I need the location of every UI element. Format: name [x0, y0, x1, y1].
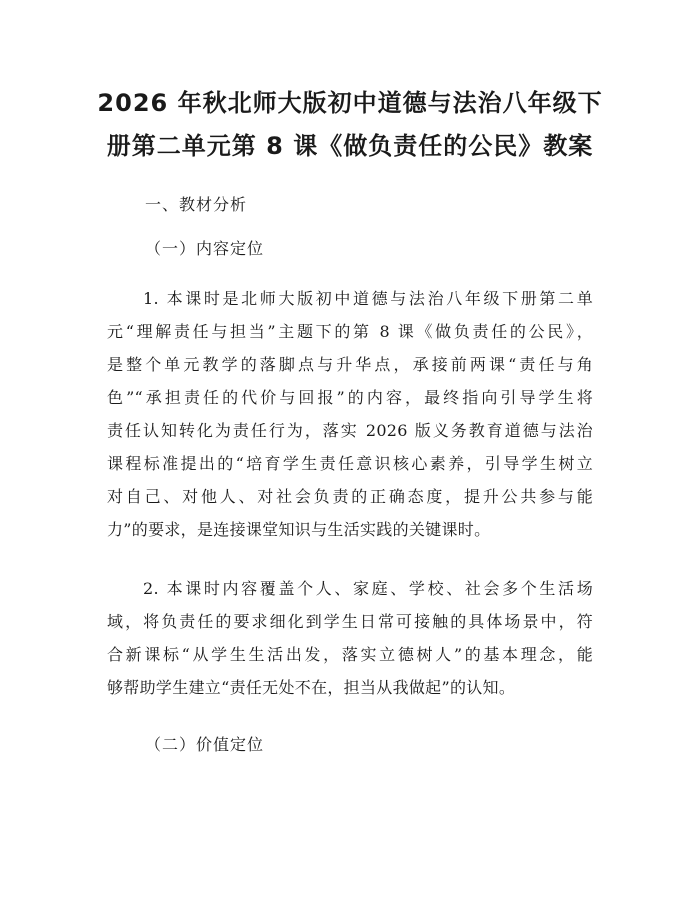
document-title-line-2: 册第二单元第 8 课《做负责任的公民》教案 — [106, 132, 594, 160]
subsection-heading-value-position: （二）价值定位 — [145, 735, 265, 754]
paragraph-line: 是整个单元教学的落脚点与升华点，承接前两课“责任与角 — [107, 355, 593, 374]
section-heading-textbook-analysis: 一、教材分析 — [145, 195, 248, 214]
paragraph-line: 1. 本课时是北师大版初中道德与法治八年级下册第二单 — [143, 289, 593, 308]
paragraph-line: 2. 本课时内容覆盖个人、家庭、学校、社会多个生活场 — [143, 579, 593, 598]
subsection-heading-content-position: （一）内容定位 — [145, 239, 265, 258]
paragraph-line: 色”“承担责任的代价与回报”的内容，最终指向引导学生将 — [107, 388, 593, 407]
paragraph-line: 够帮助学生建立“责任无处不在，担当从我做起”的认知。 — [107, 678, 516, 697]
paragraph-content-position-1 — [107, 284, 593, 548]
paragraph-line: 元“理解责任与担当”主题下的第 8 课《做负责任的公民》， — [107, 322, 593, 341]
paragraph-line: 合新课标“从学生生活出发，落实立德树人”的基本理念，能 — [107, 645, 593, 664]
paragraph-line: 责任认知转化为责任行为，落实 2026 版义务教育道德与法治 — [107, 421, 593, 440]
paragraph-line: 域，将负责任的要求细化到学生日常可接触的具体场景中，符 — [107, 612, 593, 631]
document-title-line-1: 2026 年秋北师大版初中道德与法治八年级下 — [97, 89, 603, 117]
paragraph-line: 课程标准提出的“培育学生责任意识核心素养，引导学生树立 — [107, 454, 593, 473]
paragraph-line: 力”的要求，是连接课堂知识与生活实践的关键课时。 — [107, 520, 491, 539]
paragraph-content-position-2 — [107, 574, 593, 706]
paragraph-line: 对自己、对他人、对社会负责的正确态度，提升公共参与能 — [107, 487, 593, 506]
